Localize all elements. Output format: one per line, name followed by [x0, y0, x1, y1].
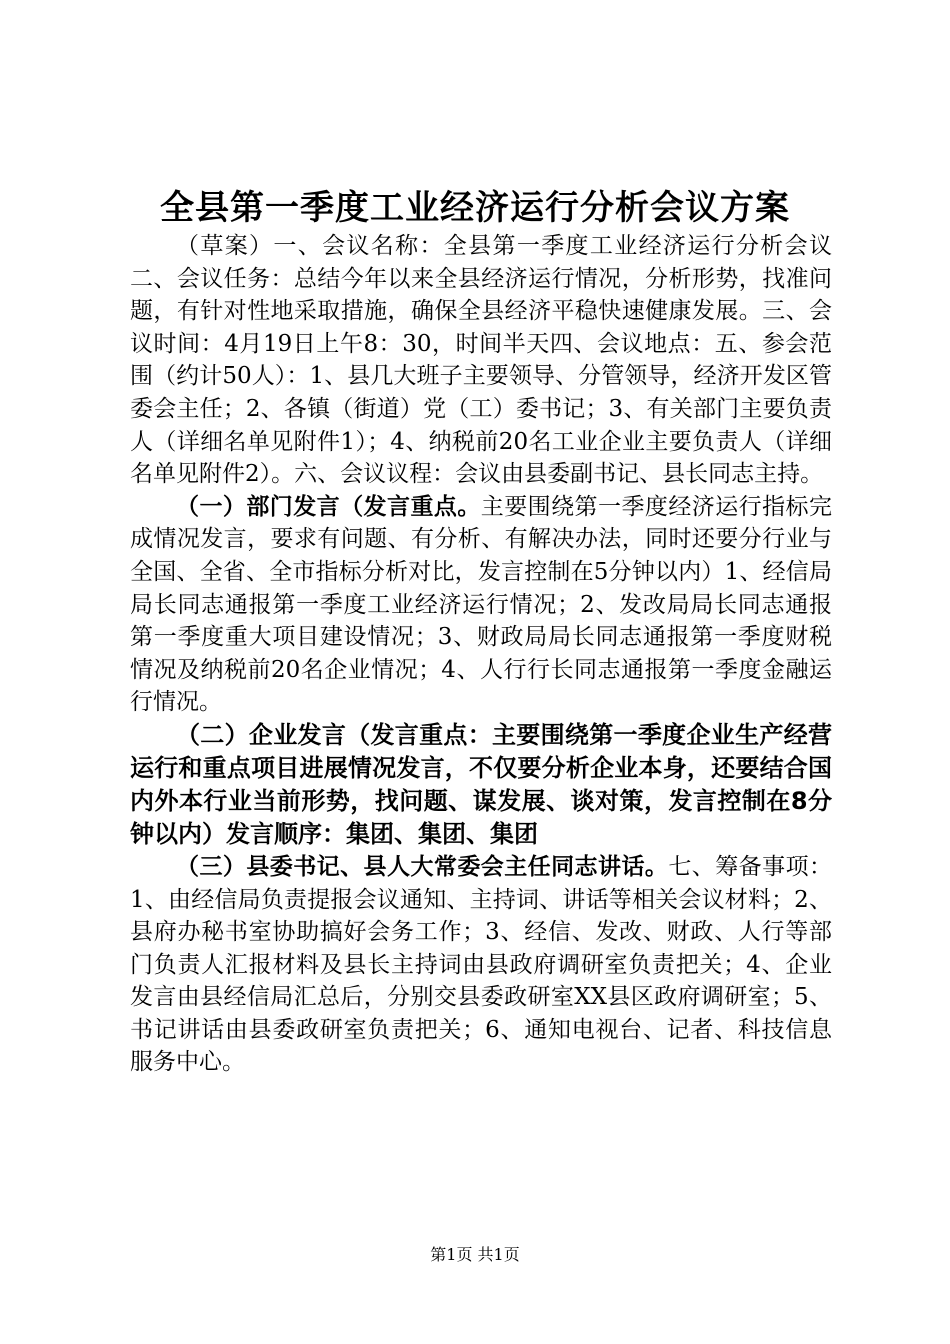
section-text-department-speeches: 主要围绕第一季度经济运行指标完成情况发言，要求有问题、有分析、有解决办法，同时还要分行业与全国、全省、全市指标分析对比，发言控制在5分钟以内）1、经信局局长同志通报第一季度工业经济运行情况；2、发改局局长同志通报第一季度重大项目建设情况；3、财政局局长同志通报第一季度财税情况及纳税前20名企业情况；4、人行行长同志通报第一季度金融运行情况。	[130, 493, 833, 716]
section-heading-leader-speech: （三）县委书记、县人大常委会主任同志讲话。	[176, 853, 669, 880]
paragraph-enterprise-speeches: （二）企业发言（发言重点：主要围绕第一季度企业生产经营运行和重点项目进展情况发言，不仅要分析企业本身，还要结合国内外本行业当前形势，找问题、谋发展、谈对策，发言控制在8分钟以内）发言顺序：集团、集团、集团	[130, 720, 832, 848]
document-title: 全县第一季度工业经济运行分析会议方案	[160, 188, 790, 228]
paragraph-leader-speech-preparation	[130, 851, 832, 1079]
document-body	[130, 230, 832, 1079]
section-text-preparation: 七、筹备事项：1、由经信局负责提报会议通知、主持词、讲话等相关会议材料；2、县府办秘书室协助搞好会务工作；3、经信、发改、财政、人行等部门负责人汇报材料及县长主持词由县政府调研室负责把关；4、企业发言由县经信局汇总后，分别交县委政研室XX县区政府调研室；5、书记讲话由县委政研室负责把关；6、通知电视台、记者、科技信息服务中心。	[130, 853, 833, 1076]
paragraph-department-speeches	[130, 491, 832, 719]
section-heading-department-speeches: （一）部门发言（发言重点。	[176, 493, 481, 520]
paragraph-meeting-overview: （草案）一、会议名称：全县第一季度工业经济运行分析会议二、会议任务：总结今年以来全县经济运行情况，分析形势，找准问题，有针对性地采取措施，确保全县经济平稳快速健康发展。三、会议时间：4月19日上午8：30，时间半天四、会议地点：五、参会范围（约计50人）：1、县几大班子主要领导、分管领导，经济开发区管委会主任；2、各镇（街道）党（工）委书记；3、有关部门主要负责人（详细名单见附件1）；4、纳税前20名工业企业主要负责人（详细名单见附件2）。六、会议议程：会议由县委副书记、县长同志主持。	[130, 233, 832, 488]
page-number-footer: 第1页 共1页	[430, 1245, 520, 1264]
